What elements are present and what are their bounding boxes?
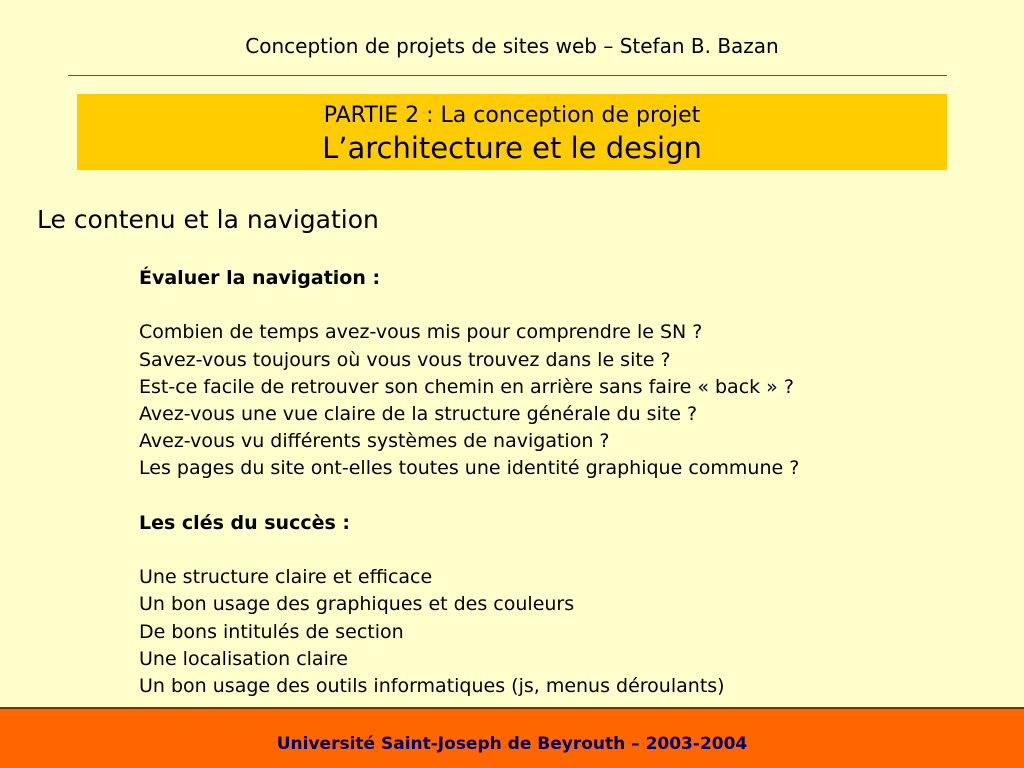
question-item: Avez-vous vu différents systèmes de navigation ? (139, 430, 610, 453)
section-heading: Le contenu et la navigation (37, 205, 379, 234)
question-item: Les pages du site ont-elles toutes une identité graphique commune ? (139, 457, 800, 480)
question-item: Est-ce facile de retrouver son chemin en arrière sans faire « back » ? (139, 375, 794, 398)
question-item: Combien de temps avez-vous mis pour comprendre le SN ? (139, 321, 703, 344)
title-banner (77, 94, 947, 170)
success-heading: Les clés du succès : (139, 511, 351, 534)
header-divider (68, 75, 947, 76)
slide-content (139, 265, 999, 700)
header-title: Conception de projets de sites web – Stefan B. Bazan (245, 34, 779, 58)
footer-bar (0, 707, 1024, 768)
success-item: Un bon usage des outils informatiques (js, menus déroulants) (139, 675, 725, 697)
question-item: Savez-vous toujours où vous vous trouvez dans le site ? (139, 348, 671, 371)
question-item: Avez-vous une vue claire de la structure générale du site ? (139, 403, 698, 425)
evaluation-heading: Évaluer la navigation : (139, 267, 381, 289)
spacer (139, 292, 999, 319)
spacer (139, 537, 999, 564)
banner-part-title: PARTIE 2 : La conception de projet (323, 103, 701, 128)
success-item: Une structure claire et efficace (139, 566, 433, 589)
success-item: De bons intitulés de section (139, 620, 404, 643)
footer-text: Université Saint-Joseph de Beyrouth – 2003-2004 (276, 734, 748, 754)
success-item: Un bon usage des graphiques et des couleurs (139, 593, 575, 616)
spacer (139, 483, 999, 510)
success-item: Une localisation claire (139, 647, 348, 670)
banner-main-title: L’architecture et le design (322, 131, 702, 165)
